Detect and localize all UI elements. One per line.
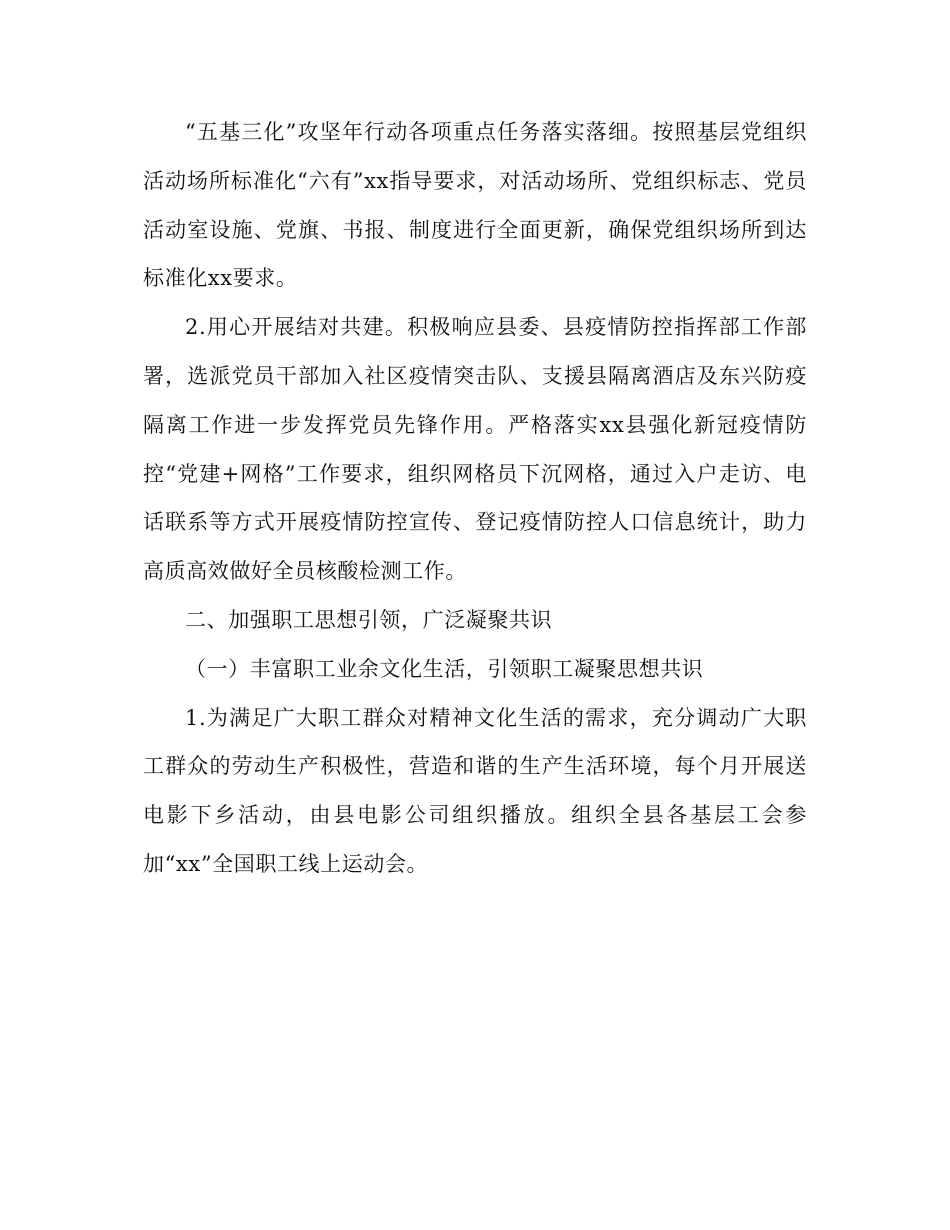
document-body <box>143 108 807 889</box>
subsection-heading-cultural-life: （一）丰富职工业余文化生活，引领职工凝聚思想共识 <box>185 656 704 681</box>
paragraph-cultural-activities: 1.为满足广大职工群众对精神文化生活的需求，充分调动广大职工群众的劳动生产积极性，营造和谐的生产生活环境，每个月开展送电影下乡活动，由县电影公司组织播放。组织全县各基层工会参加“xx”全国职工线上运动会。 <box>143 705 807 876</box>
paragraph-pairing-co-building: 2.用心开展结对共建。积极响应县委、县疫情防控指挥部工作部署，选派党员干部加入社区疫情突击队、支援县隔离酒店及东兴防疫隔离工作进一步发挥党员先锋作用。严格落实xx县强化新冠疫情防控“党建+网格”工作要求，组织网格员下沉网格，通过入户走访、电话联系等方式开展疫情防控宣传、登记疫情防控人口信息统计，助力高质高效做好全员核酸检测工作。 <box>143 315 807 584</box>
section-heading-ideological-guidance: 二、加强职工思想引领，广泛凝聚共识 <box>185 607 553 632</box>
paragraph-activity-sites: “五基三化”攻坚年行动各项重点任务落实落细。按照基层党组织活动场所标准化“六有”xx指导要求，对活动场所、党组织标志、党员活动室设施、党旗、书报、制度进行全面更新，确保党组织场所到达标准化xx要求。 <box>143 120 807 291</box>
